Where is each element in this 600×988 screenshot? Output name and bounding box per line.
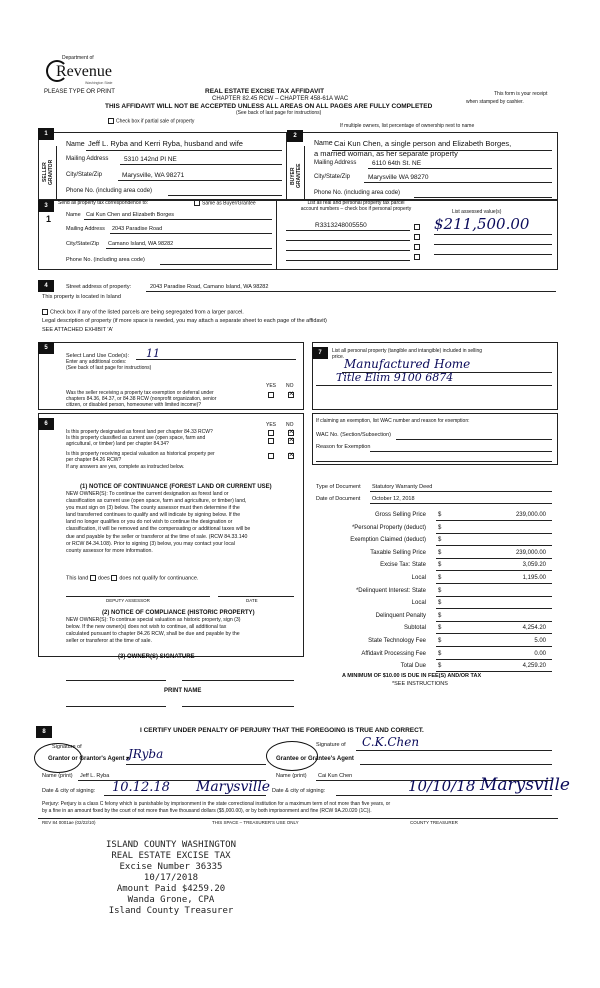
seller-address[interactable]: 5310 142nd Pl NE: [124, 156, 177, 163]
minimum-note: A MINIMUM OF $10.00 IS DUE IN FEE(S) AND/OR TAX: [342, 673, 482, 679]
sec6-q2-yes[interactable]: [268, 438, 276, 445]
land-use-code[interactable]: 11: [146, 347, 160, 360]
grantee-signature[interactable]: C.K.Chen: [362, 735, 420, 749]
buyer-side-label: BUYER GRANTEE: [290, 163, 302, 189]
seller-phone-label: Phone No. (including area code): [66, 188, 153, 194]
corr-phone-label: Phone No. (including area code): [66, 257, 145, 263]
tax-row-label: *Delinquent Interest: State: [355, 588, 426, 594]
sec6-q3-yes[interactable]: [268, 453, 276, 460]
partial-sale-checkbox[interactable]: [108, 118, 194, 125]
doc-type[interactable]: Statutory Warranty Deed: [372, 484, 433, 490]
corr-big-number: 1: [46, 214, 52, 224]
form-chapter: CHAPTER 82.45 RCW – CHAPTER 458-61A WAC: [212, 96, 349, 102]
treasurer-stamp: ISLAND COUNTY WASHINGTON REAL ESTATE EXCISE TAX Excise Number 36335 10/17/2018 Amount Paid $4259.20 Wanda Grone, CPA Island County Treasurer: [105, 840, 237, 916]
section-8-tab: 8: [36, 726, 52, 738]
deputy-date-label: DATE: [246, 598, 258, 603]
tax-row-label: *Personal Property (deduct): [351, 525, 426, 531]
segregated-checkbox[interactable]: [42, 309, 244, 316]
tax-row-value[interactable]: 3,059.20: [522, 562, 546, 568]
exemption-claim-label: If claiming an exemption, list WAC number and reason for exemption:: [316, 418, 470, 424]
doc-date[interactable]: October 12, 2018: [372, 496, 415, 502]
same-as-buyer-checkbox[interactable]: [194, 200, 256, 207]
tax-row-value[interactable]: 239,000.00: [515, 512, 546, 518]
corr-name[interactable]: Cai Kun Chen and Elizabeth Borges: [86, 212, 175, 218]
section-1-tab: 1: [38, 128, 54, 140]
sec5-yes-checkbox[interactable]: [268, 392, 276, 399]
buyer-address-label: Mailing Address: [314, 160, 357, 166]
sec6-q2-no[interactable]: [288, 438, 296, 445]
section-7-tab: 7: [312, 347, 328, 359]
agency-line3: Washington State: [85, 81, 113, 85]
sec5-question-1: Was the seller receiving a property tax exemption or deferral under: [66, 390, 214, 396]
personal-property-checkbox-4[interactable]: [414, 254, 422, 261]
tax-row-dollar: $: [438, 651, 442, 657]
deputy-assessor-label: DEPUTY ASSESSOR: [106, 598, 150, 603]
tax-row-label: Local: [411, 575, 426, 581]
land-does-not-checkbox[interactable]: [111, 575, 117, 581]
sec6-q2b: agricultural, or timber) land per chapter 84.34?: [66, 441, 169, 447]
located-in: This property is located in Island: [42, 294, 121, 300]
tax-row-label: Excise Tax: State: [380, 562, 426, 568]
seller-address-label: Mailing Address: [66, 156, 109, 162]
grantor-signature-label: Signature of: [52, 744, 82, 750]
personal-property-checkbox-1[interactable]: [414, 224, 422, 231]
grantor-name[interactable]: Jeff L. Ryba: [80, 773, 110, 779]
tax-row-dollar: $: [438, 613, 442, 619]
tax-row-value[interactable]: 0.00: [534, 651, 546, 657]
multiple-owners-note: If multiple owners, list percentage of ownership next to name: [340, 123, 475, 129]
grantor-name-label: Name (print): [42, 773, 73, 779]
see-instructions: *SEE INSTRUCTIONS: [392, 681, 448, 687]
partial-sale-label: Check box if partial sale of property: [116, 118, 195, 125]
tax-row-label: Affidavit Processing Fee: [361, 651, 426, 657]
corr-city-label: City/State/Zip: [66, 241, 100, 247]
grantor-signature[interactable]: JRyba: [128, 747, 164, 761]
assessed-header: List assessed value(s): [452, 209, 502, 215]
land-does-checkbox[interactable]: [90, 575, 96, 581]
form-revision: REV 84 0001ae (02/22/10): [42, 820, 96, 825]
tax-row-dollar: $: [438, 638, 442, 644]
sec6-q2a: Is this property classified as current use (open space, farm and: [66, 435, 206, 441]
buyer-name-label: Name: [314, 140, 333, 147]
buyer-name-line-1[interactable]: Cai Kun Chen, a single person and Elizabeth Borges,: [334, 139, 512, 148]
sec6-q3a: Is this property receiving special valuation as historical property per: [66, 451, 215, 457]
section-5-tab: 5: [38, 342, 54, 354]
land-use-label: Select Land Use Code(s):: [66, 353, 129, 359]
segregated-label: Check box if any of the listed parcels are being segregated from a larger parcel.: [50, 309, 244, 316]
sec6-yes-header: YES: [266, 422, 277, 428]
grantor-city[interactable]: Marysville: [196, 779, 271, 795]
grantor-date[interactable]: 10.12.18: [112, 780, 170, 795]
notice-1-body: NEW OWNER(S): To continue the current designation as forest land or classification as current use (open space, farm and agriculture, or timber) land, you must sign on (3) below. The county assessor must then determine if the land transferred continues to qualify and will indicate by signing below. If the land no longer qualifies or you do not wish to continue the designation or classification, it will be removed and the compensating or additional taxes will be due and payable by the seller or transferor at the time of sale. (RCW 84.33.140 or RCW 84.34.108). Prior to signing (3) below, you may contact your local county assessor for more information.: [66, 491, 251, 554]
grantee-agent-label: Grantee or Grantee's Agent: [276, 756, 354, 762]
sec6-no-header: NO: [286, 422, 294, 428]
corr-address-label: Mailing Address: [66, 226, 105, 232]
wac-label: WAC No. (Section/Subsection): [316, 432, 391, 438]
tax-row-dollar: $: [438, 663, 442, 669]
buyer-address[interactable]: 6110 64th St. NE: [372, 160, 422, 167]
sec5-yes-header: YES: [266, 383, 277, 389]
certify-statement: I CERTIFY UNDER PENALTY OF PERJURY THAT THE FOREGOING IS TRUE AND CORRECT.: [140, 727, 424, 734]
notice-3-title: (3) OWNER(S) SIGNATURE: [118, 654, 195, 660]
section-3-tab: 3: [38, 200, 54, 212]
seller-city[interactable]: Marysville, WA 98271: [122, 172, 185, 179]
sec6-q3b: per chapter 84.26 RCW?: [66, 457, 122, 463]
seller-city-label: City/State/Zip: [66, 172, 103, 178]
form-warning: THIS AFFIDAVIT WILL NOT BE ACCEPTED UNLESS ALL AREAS ON ALL PAGES ARE FULLY COMPLETED: [105, 103, 433, 110]
agency-logo: Revenue: [56, 63, 112, 80]
parcel-header-2: account numbers – check box if personal property: [300, 206, 412, 212]
tax-row-label: Gross Selling Price: [374, 512, 426, 518]
sec5-no-checkbox[interactable]: [288, 392, 296, 399]
perjury-line-2: by a fine in an amount fixed by the court of not more than five thousand dollars ($5,000.00), or by both imprisonment and fine (RCW 9A.20.020 (1C)).: [42, 808, 372, 814]
sec6-q1: Is this property designated as forest land per chapter 84.33 RCW?: [66, 429, 213, 435]
same-as-buyer-label: Same as Buyer/Grantee: [202, 200, 256, 207]
personal-property-checkbox-3[interactable]: [414, 244, 422, 251]
street-address[interactable]: 2043 Paradise Road, Camano Island, WA 98282: [150, 284, 269, 290]
grantor-agent-label: Grantor or Grantor's Agent ▾: [48, 756, 130, 762]
tax-row-dollar: $: [438, 588, 442, 594]
print-name-label: PRINT NAME: [164, 688, 202, 694]
corr-city[interactable]: Camano Island, WA 98282: [108, 241, 174, 247]
corr-name-label: Name: [66, 212, 81, 218]
perjury-line-1: Perjury: Perjury is a class C felony which is punishable by imprisonment in the state correctional institution for a maximum term of not more than five years, or: [42, 801, 391, 807]
tax-row-dollar: $: [438, 575, 442, 581]
section-6-tab: 6: [38, 418, 54, 430]
parcel-header-1: List all real and personal property tax parcel: [307, 200, 405, 206]
buyer-name-line-2[interactable]: a married woman, as her separate property: [314, 149, 458, 158]
parcel-number[interactable]: R3313248005550: [315, 222, 367, 229]
receipt-note-2: when stamped by cashier.: [466, 99, 524, 105]
section-2-tab: 2: [287, 130, 303, 142]
sec6-if-yes: If any answers are yes, complete as instructed below.: [66, 464, 185, 470]
section-4-tab: 4: [38, 280, 54, 292]
legal-description-label: Legal description of property (if more space is needed, you may attach a separate sheet to each page of the affidavit): [42, 318, 327, 324]
personal-property-label-1: List all personal property (tangible and intangible) included in selling: [332, 348, 483, 354]
sec5-no-header: NO: [286, 383, 294, 389]
county-treasurer: COUNTY TREASURER: [410, 820, 458, 825]
personal-property-checkbox-2[interactable]: [414, 234, 422, 241]
seller-name[interactable]: Jeff L. Ryba and Kerri Ryba, husband and wife: [88, 139, 243, 148]
buyer-city[interactable]: Marysville WA 98270: [368, 174, 429, 181]
sec6-q3-no[interactable]: [288, 453, 296, 460]
tax-row-label: Delinquent Penalty: [375, 613, 426, 619]
corr-address[interactable]: 2043 Paradise Road: [112, 226, 163, 232]
grantee-date-label: Date & city of signing:: [272, 788, 326, 794]
tax-row-value[interactable]: 239,000.00: [515, 550, 546, 556]
assessed-value[interactable]: $211,500.00: [434, 215, 530, 233]
notice-2-body: NEW OWNER(S): To continue special valuation as historic property, sign (3) below. If the new owner(s) does not wish to continue, all additional tax calculated pursuant to chapter 84.26 RCW, shall be due and payable by the seller or transferor at the time of sale.: [66, 617, 241, 645]
receipt-note-1: This form is your receipt: [494, 91, 548, 97]
grantee-city[interactable]: Marysville: [480, 775, 570, 795]
tax-row-value[interactable]: 4,254.20: [522, 625, 546, 631]
seller-side-label: SELLER GRANTOR: [42, 159, 54, 185]
tax-row-label: State Technology Fee: [368, 638, 426, 644]
personal-property-label-2: price.: [332, 354, 345, 360]
doc-date-label: Date of Document: [316, 496, 361, 502]
grantee-name[interactable]: Cai Kun Chen: [318, 773, 353, 779]
tax-row-dollar: $: [438, 537, 442, 543]
enter-additional-codes: Enter any additional codes:: [66, 359, 127, 365]
tax-row-dollar: $: [438, 550, 442, 556]
land-use-see-back: (See back of last page for instructions): [66, 365, 152, 371]
treasurer-space: THIS SPACE – TREASURER'S USE ONLY: [212, 820, 299, 825]
this-land-row: This land does does not qualify for continuance.: [66, 575, 199, 582]
grantee-name-label: Name (print): [276, 773, 307, 779]
sec6-q1-yes[interactable]: [268, 430, 276, 437]
tax-row-label: Subtotal: [403, 625, 426, 631]
tax-row-dollar: $: [438, 600, 442, 606]
notice-1-title: (1) NOTICE OF CONTINUANCE (FOREST LAND OR CURRENT USE): [80, 484, 272, 490]
tax-row-value[interactable]: 5.00: [534, 638, 546, 644]
tax-row-label: Total Due: [400, 663, 426, 669]
street-label: Street address of property:: [66, 284, 132, 290]
sec5-question-3: citizen, or disabled person, homeowner with limited income)?: [66, 402, 202, 408]
tax-row-dollar: $: [438, 525, 442, 531]
grantor-date-label: Date & city of signing:: [42, 788, 96, 794]
tax-row-dollar: $: [438, 512, 442, 518]
tax-row-value[interactable]: 1,195.00: [522, 575, 546, 581]
buyer-phone-label: Phone No. (including area code): [314, 190, 401, 196]
doc-type-label: Type of Document: [316, 484, 361, 490]
grantee-date[interactable]: 10/10/18: [408, 777, 476, 795]
form-title: REAL ESTATE EXCISE TAX AFFIDAVIT: [205, 88, 325, 95]
tax-row-value[interactable]: 4,259.20: [522, 663, 546, 669]
see-back: (See back of last page for instructions): [236, 110, 322, 116]
tax-row-label: Taxable Selling Price: [370, 550, 426, 556]
corr-label: Send all property tax correspondence to:: [58, 200, 149, 206]
seller-name-label: Name: [66, 141, 85, 148]
legal-description[interactable]: SEE ATTACHED EXHIBIT 'A': [42, 327, 114, 333]
reason-label: Reason for Exemption: [316, 444, 371, 450]
tax-row-label: Local: [411, 600, 426, 606]
personal-property-line-2[interactable]: Title Elim 9100 6874: [336, 371, 454, 384]
agency-line1: Department of: [62, 55, 94, 61]
tax-row-dollar: $: [438, 562, 442, 568]
tax-row-dollar: $: [438, 625, 442, 631]
notice-2-title: (2) NOTICE OF COMPLIANCE (HISTORIC PROPERTY): [102, 610, 255, 616]
tax-row-label: Exemption Claimed (deduct): [350, 537, 426, 543]
grantee-signature-label: Signature of: [316, 742, 346, 748]
personal-property-line-1[interactable]: Manufactured Home: [344, 357, 471, 371]
sec5-question-2: chapters 84.36, 84.37, or 84.38 RCW (nonprofit organization, senior: [66, 396, 217, 402]
please-type: PLEASE TYPE OR PRINT: [44, 89, 115, 95]
buyer-city-label: City/State/Zip: [314, 174, 351, 180]
